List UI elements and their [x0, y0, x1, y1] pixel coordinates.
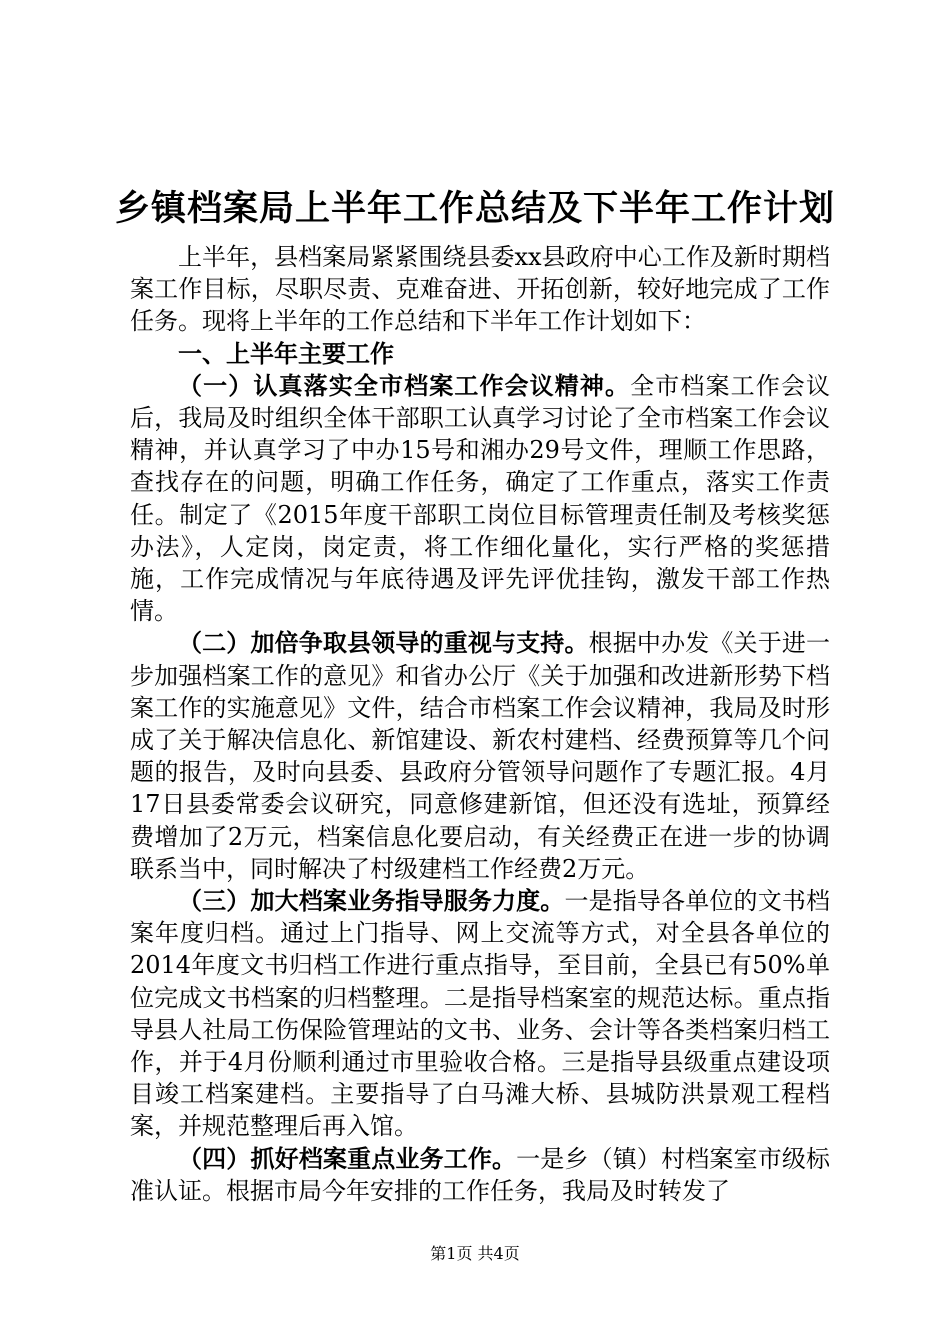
item-text-2: 根据中办发《关于进一步加强档案工作的意见》和省办公厅《关于加强和改进新形势下档案工作的实施意见》文件，结合市档案工作会议精神，我局及时形成了关于解决信息化、新馆建设、新农村建档、经费预算等几个问题的报告，及时向县委、县政府分管领导问题作了专题汇报。4月17日县委常委会议研究，同意修建新馆，但还没有选址，预算经费增加了2万元，档案信息化要启动，有关经费正在进一步的协调联系当中，同时解决了村级建档工作经费2万元。	[130, 629, 831, 883]
item-lead-4: （四）抓好档案重点业务工作。	[178, 1144, 517, 1173]
document-title: 乡镇档案局上半年工作总结及下半年工作计划	[114, 189, 835, 229]
item-lead-1: （一）认真落实全市档案工作会议精神。	[178, 371, 631, 400]
item-lead-2: （二）加倍争取县领导的重视与支持。	[178, 629, 589, 658]
item-paragraph-1	[130, 370, 830, 628]
item-lead-3: （三）加大档案业务指导服务力度。	[178, 887, 565, 916]
item-text-1: 全市档案工作会议后，我局及时组织全体干部职工认真学习讨论了全市档案工作会议精神，并认真学习了中办15号和湘办29号文件，理顺工作思路，查找存在的问题，明确工作任务，确定了工作重点，落实工作责任。制定了《2015年度干部职工岗位目标管理责任制及考核奖惩办法》，人定岗，岗定责，将工作细化量化，实行严格的奖惩措施，工作完成情况与年底待遇及评先评优挂钩，激发干部工作热情。	[130, 371, 831, 626]
document-body	[130, 241, 830, 1207]
item-text-3: 一是指导各单位的文书档案年度归档。通过上门指导、网上交流等方式，对全县各单位的2014年度文书归档工作进行重点指导，至目前，全县已有50%单位完成文书档案的归档整理。二是指导档案室的规范达标。重点指导县人社局工伤保险管理站的文书、业务、会计等各类档案归档工作，并于4月份顺利通过市里验收合格。三是指导县级重点建设项目竣工档案建档。主要指导了白马滩大桥、县城防洪景观工程档案，并规范整理后再入馆。	[130, 887, 831, 1141]
item-paragraph-4	[130, 1143, 830, 1207]
page-footer: 第1页 共4页	[430, 1244, 520, 1263]
intro-paragraph: 上半年，县档案局紧紧围绕县委xx县政府中心工作及新时期档案工作目标，尽职尽责、克难奋进、开拓创新，较好地完成了工作任务。现将上半年的工作总结和下半年工作计划如下：	[130, 243, 830, 336]
item-paragraph-3	[130, 885, 830, 1143]
section-heading-1: 一、上半年主要工作	[178, 339, 394, 368]
item-paragraph-2	[130, 627, 830, 885]
item-text-4: 一是乡（镇）村档案室市级标准认证。根据市局今年安排的工作任务，我局及时转发了	[130, 1144, 831, 1205]
